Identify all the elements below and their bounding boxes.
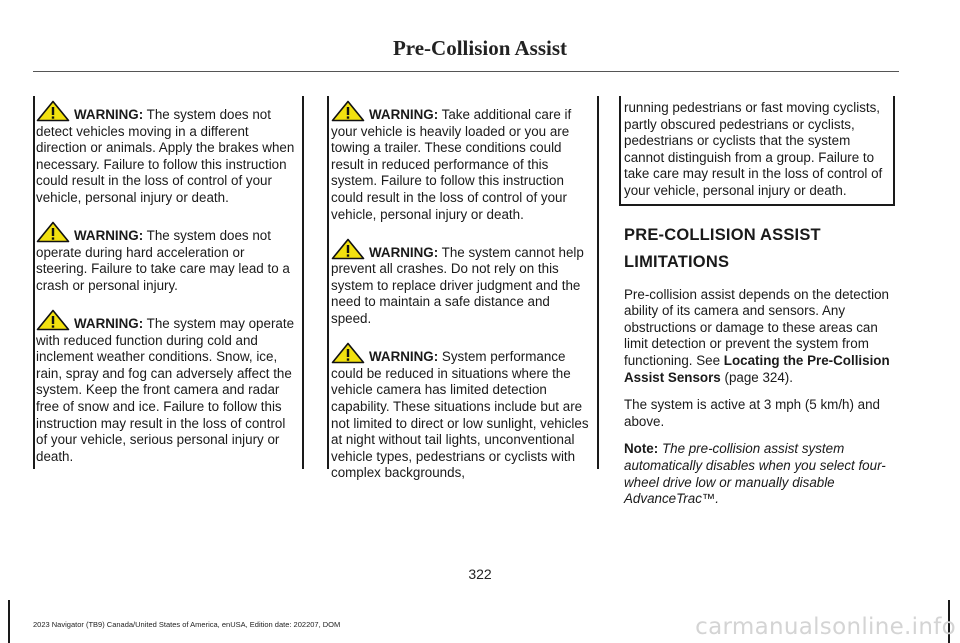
cross-reference-link[interactable]: Locating the Pre-Collision Assist Sensors [624,352,890,385]
body-paragraph [624,287,894,387]
warning-block [36,309,297,465]
paragraph-text: Pre-collision assist depends on the detection ability of its camera and sensors. Any obstructions or damage to these areas can limit detection or prevent the system from functioning. See [624,286,889,368]
warning-label: WARNING: [369,349,439,365]
warning-label: WARNING: [369,107,439,122]
column-right [624,100,894,519]
title-rule [33,71,899,72]
note-label: Note: [624,441,659,457]
warning-triangle-icon [331,238,365,260]
warning-label: WARNING: [74,107,144,122]
warning-text: The system does not operate during hard acceleration or steering. Failure to take care may lead to a crash or personal injury. [36,228,290,293]
warning-label: WARNING: [74,228,144,244]
warning-triangle-icon [331,342,365,364]
column-middle [331,100,592,482]
body-paragraph: The system is active at 3 mph (5 km/h) and above. [624,397,881,429]
warning-text: The system may operate with reduced function during cold and inclement weather conditions. Snow, ice, rain, spray and fog can adversely affect the system. Keep the front camera and radar free of snow and ice. Failure to follow this instruction may result in the loss of control of your vehicle, serious personal injury or death. [36,315,295,464]
warning-label: WARNING: [369,244,439,260]
section-heading [624,225,894,273]
edition-footer: 2023 Navigator (TB9) Canada/United States of America, enUSA, Edition date: 202207, DOM [33,620,341,629]
page-number: 322 [468,566,492,582]
page-reference: (page 324). [720,369,793,385]
warning-triangle-icon [331,100,365,122]
note-text: The pre-collision assist system automatically disables when you select four-wheel drive low or manually disable AdvanceTrac™. [624,441,886,507]
column-left [36,100,297,465]
warning-block [36,221,297,294]
warning-text: The system cannot help prevent all crashes. Do not rely on this system to replace driver judgment and the need to maintain a safe distance and speed. [331,244,584,327]
watermark: carmanualsonline.info [695,614,956,640]
warning-text: System performance could be reduced in situations where the vehicle camera has limited detection capability. These situations include but are not limited to direct or low sunlight, vehicles at night without tail lights, unconventional vehicle types, pedestrians or cyclists with complex backgrounds, [331,349,589,481]
warning-block [331,342,592,482]
section-heading-line: LIMITATIONS [624,252,730,271]
warning-triangle-icon [36,221,70,243]
warning-triangle-icon [36,100,70,122]
note-paragraph [624,441,894,507]
page-title: Pre-Collision Assist [392,36,568,60]
warning-text: The system does not detect vehicles moving in a different direction or animals. Apply the brakes when necessary. Failure to follow this instruction could result in the loss of control of your vehicle, personal injury or death. [36,107,295,205]
warning-block [331,100,592,223]
warning-continued: running pedestrians or fast moving cyclists, partly obscured pedestrians or cyclists, pedestrians or cyclists that the system cannot distinguish from a group. Failure to take care may result in the loss of control of your vehicle, personal injury or death. [624,100,883,198]
crop-mark [8,600,10,643]
warning-block [36,100,297,207]
warning-block [331,238,592,328]
warning-triangle-icon [36,309,70,331]
section-heading-line: PRE-COLLISION ASSIST [624,225,821,244]
warning-label: WARNING: [74,315,144,331]
warning-text: Take additional care if your vehicle is heavily loaded or you are towing a trailer. These conditions could result in reduced performance of this system. Failure to follow this instruction could result in the loss of control of your vehicle, personal injury or death. [331,107,572,222]
